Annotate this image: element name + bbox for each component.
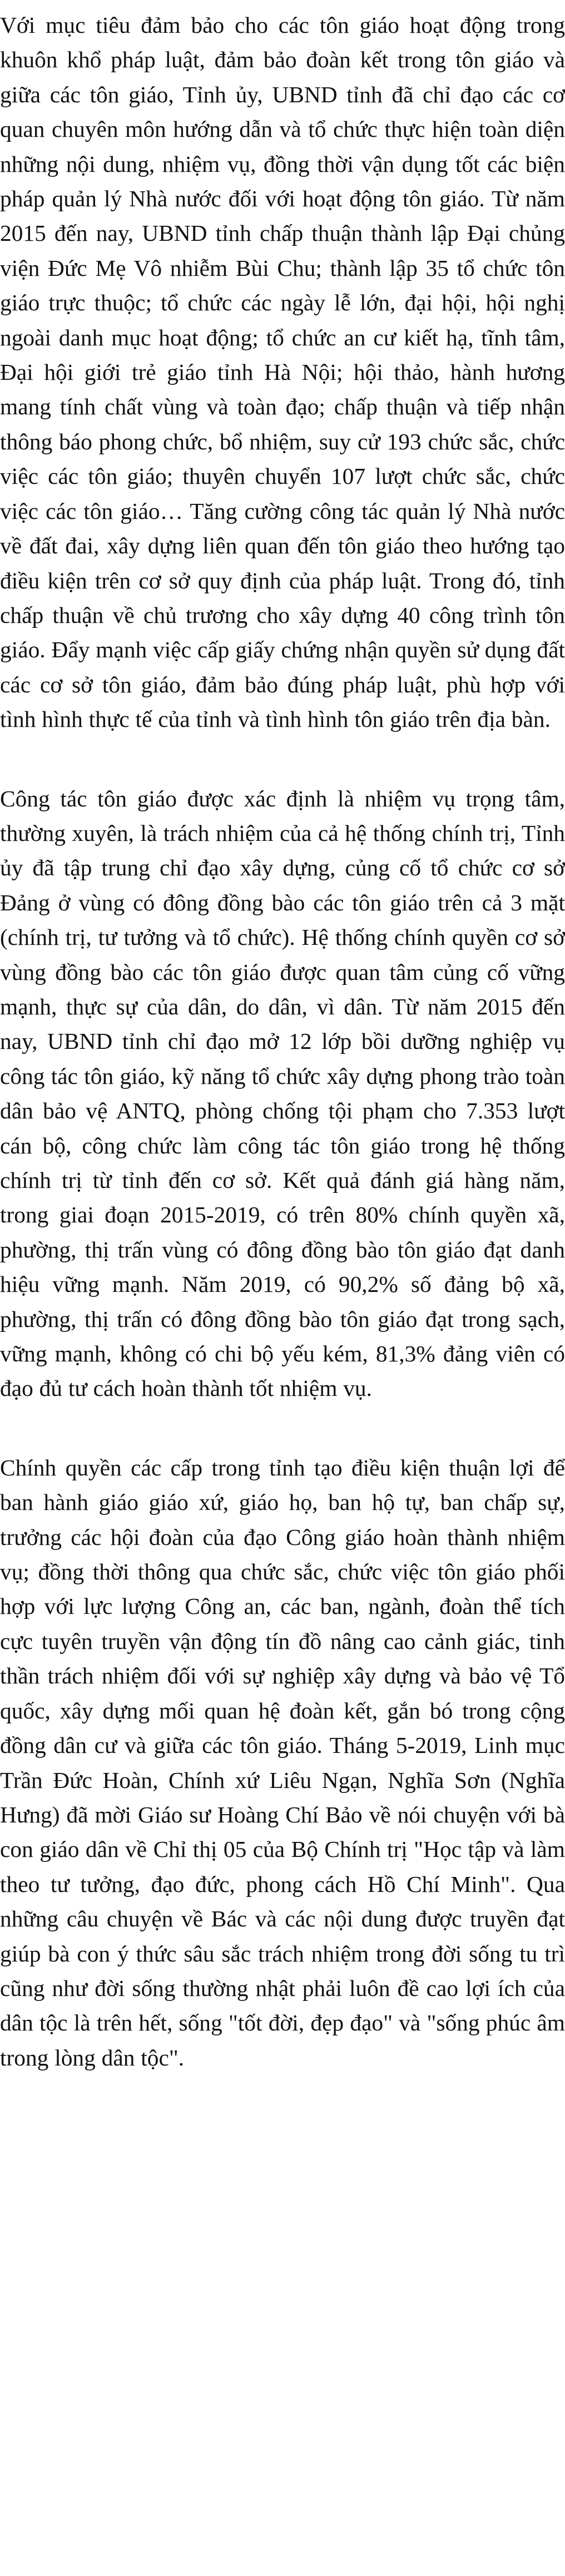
paragraph-political-system: Công tác tôn giáo được xác định là nhiệm vụ trọng tâm, thường xuyên, là trách nhiệm của cả hệ thống chính trị, Tỉnh ủy đã tập trung chỉ đạo xây dựng, củng cố tổ chức cơ sở Đảng ở vùng có đông đồng bào các tôn giáo trên cả 3 mặt (chính trị, tư tưởng và tổ chức). Hệ thống chính quyền cơ sở vùng đồng bào các tôn giáo được quan tâm củng cố vững mạnh, thực sự của dân, do dân, vì dân. Từ năm 2015 đến nay, UBND tỉnh chỉ đạo mở 12 lớp bồi dưỡng nghiệp vụ công tác tôn giáo, kỹ năng tổ chức xây dựng phong trào toàn dân bảo vệ ANTQ, phòng chống tội phạm cho 7.353 lượt cán bộ, công chức làm công tác tôn giáo trong hệ thống chính trị từ tỉnh đến cơ sở. Kết quả đánh giá hàng năm, trong giai đoạn 2015-2019, có trên 80% chính quyền xã, phường, thị trấn vùng có đông đồng bào tôn giáo đạt danh hiệu vững mạnh. Năm 2019, có 90,2% số đảng bộ xã, phường, thị trấn có đông đồng bào tôn giáo đạt trong sạch, vững mạnh, không có chi bộ yếu kém, 81,3% đảng viên có đạo đủ tư cách hoàn thành tốt nhiệm vụ.	[0, 785, 565, 1401]
paragraph-religious-management: Với mục tiêu đảm bảo cho các tôn giáo hoạt động trong khuôn khổ pháp luật, đảm bảo đoàn kết trong tôn giáo và giữa các tôn giáo, Tỉnh ủy, UBND tỉnh đã chỉ đạo các cơ quan chuyên môn hướng dẫn và tổ chức thực hiện toàn diện những nội dung, nhiệm vụ, đồng thời vận dụng tốt các biện pháp quản lý Nhà nước đối với hoạt động tôn giáo. Từ năm 2015 đến nay, UBND tỉnh chấp thuận thành lập Đại chủng viện Đức Mẹ Vô nhiễm Bùi Chu; thành lập 35 tổ chức tôn giáo trực thuộc; tổ chức các ngày lễ lớn, đại hội, hội nghị ngoài danh mục hoạt động; tổ chức an cư kiết hạ, tĩnh tâm, Đại hội giới trẻ giáo tỉnh Hà Nội; hội thảo, hành hương mang tính chất vùng và toàn đạo; chấp thuận và tiếp nhận thông báo phong chức, bổ nhiệm, suy cử 193 chức sắc, chức việc các tôn giáo; thuyên chuyển 107 lượt chức sắc, chức việc các tôn giáo… Tăng cường công tác quản lý Nhà nước về đất đai, xây dựng liên quan đến tôn giáo theo hướng tạo điều kiện trên cơ sở quy định của pháp luật. Trong đó, tỉnh chấp thuận về chủ trương cho xây dựng 40 công trình tôn giáo. Đẩy mạnh việc cấp giấy chứng nhận quyền sử dụng đất các cơ sở tôn giáo, đảm bảo đúng pháp luật, phù hợp với tình hình thực tế của tỉnh và tình hình tôn giáo trên địa bàn.	[0, 12, 565, 732]
paragraph-local-government: Chính quyền các cấp trong tỉnh tạo điều kiện thuận lợi để ban hành giáo giáo xứ, giáo họ, ban hộ tự, ban chấp sự, trưởng các hội đoàn của đạo Công giáo hoàn thành nhiệm vụ; đồng thời thông qua chức sắc, chức việc tôn giáo phối hợp với lực lượng Công an, các ban, ngành, đoàn thể tích cực tuyên truyền vận động tín đồ nâng cao cảnh giác, tinh thần trách nhiệm đối với sự nghiệp xây dựng và bảo vệ Tổ quốc, xây dựng mối quan hệ đoàn kết, gắn bó trong cộng đồng dân cư và giữa các tôn giáo. Tháng 5-2019, Linh mục Trần Đức Hoàn, Chính xứ Liêu Ngạn, Nghĩa Sơn (Nghĩa Hưng) đã mời Giáo sư Hoàng Chí Bảo về nói chuyện với bà con giáo dân về Chỉ thị 05 của Bộ Chính trị "Học tập và làm theo tư tưởng, đạo đức, phong cách Hồ Chí Minh". Qua những câu chuyện về Bác và các nội dung được truyền đạt giúp bà con ý thức sâu sắc trách nhiệm trong đời sống tu trì cũng như đời sống thường nhật phải luôn đề cao lợi ích của dân tộc là trên hết, sống "tốt đời, đẹp đạo" và "sống phúc âm trong lòng dân tộc".	[0, 1454, 565, 2070]
